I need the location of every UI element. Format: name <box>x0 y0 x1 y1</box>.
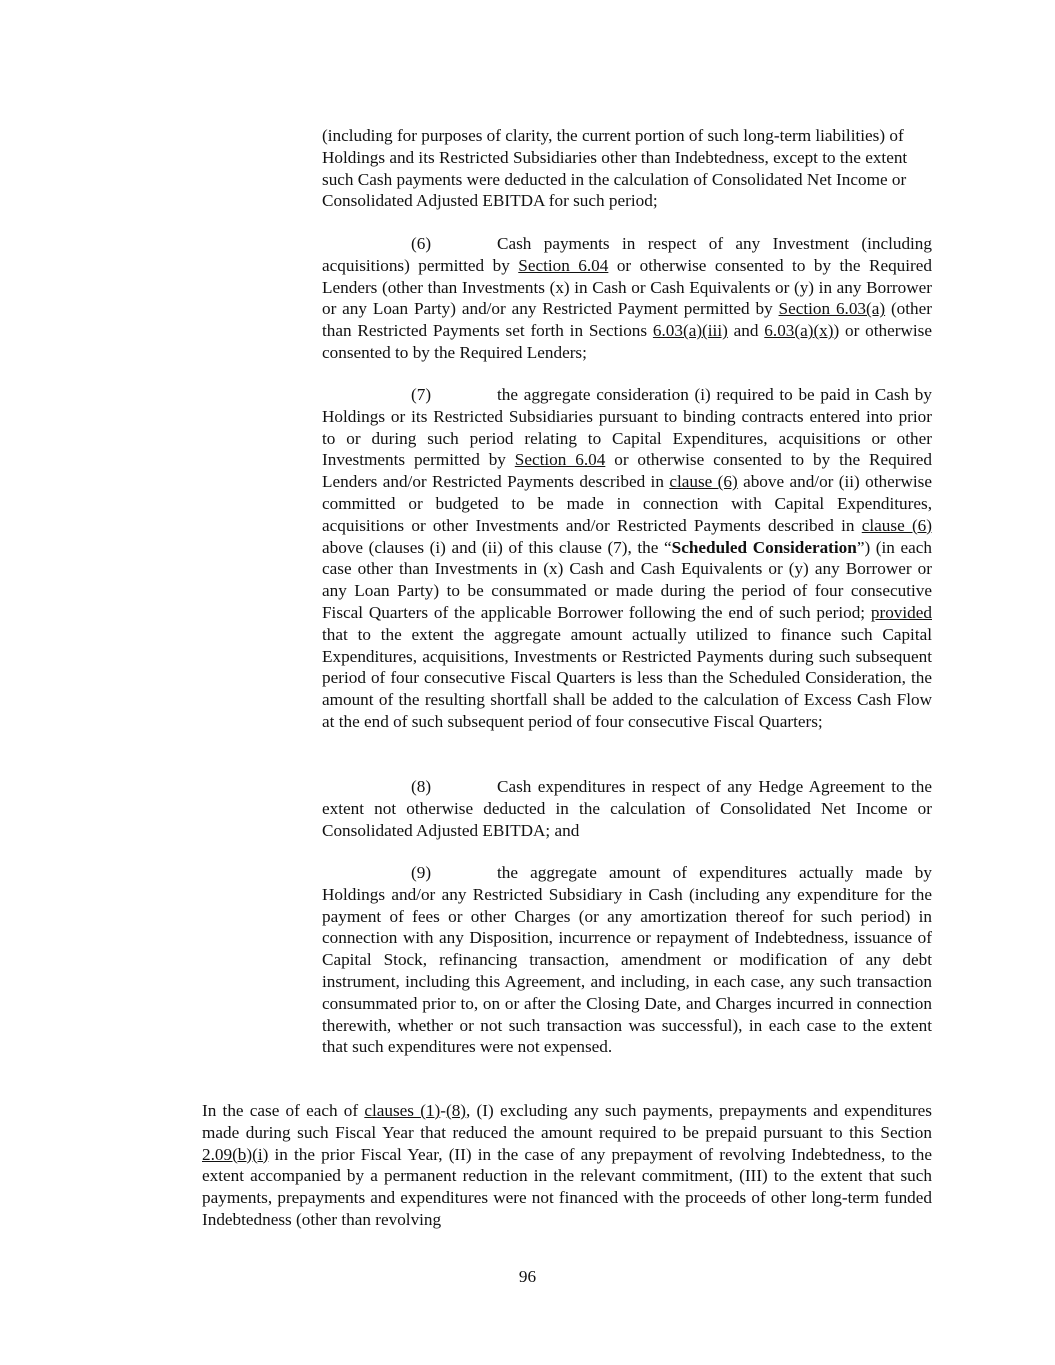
clause-number: (6) <box>411 234 432 253</box>
section-reference: Section 6.03(a) <box>778 299 886 319</box>
clause-reference: (8) <box>445 1101 467 1120</box>
clause-text: and <box>727 321 765 341</box>
clause-text: ”) (in each case other than Investments in (x) Cash and Cash Equivalents or (y) any Borrower or any Loan Party) to be consummated or made during the period of four consecutive Fiscal Quarters of the applicable Borrower following the end of such period; <box>322 537 932 622</box>
clause-text: above (clauses (i) and (ii) of this clause (7), the “ <box>322 537 672 557</box>
defined-term: Scheduled Consideration <box>671 537 857 557</box>
clause-text: Cash payments in respect of any Investment (including acquisitions) permitted by <box>322 234 932 275</box>
clause-7 <box>322 384 932 733</box>
clause-number: (9) <box>411 863 432 882</box>
paragraph-text: in the prior Fiscal Year, (II) in the case of any prepayment of revolving Indebtedness, to the extent accompanied by a permanent reduction in the relevant commitment, (III) to the extent that such payments, prepayments and expenditures were not financed with the proceeds of other long-term funded Indebtedness (other than revolving <box>202 1144 932 1229</box>
clause-text: or otherwise consented to by the Required Lenders (other than Investments (x) in Cash or Cash Equivalents or (y) in any Borrower or any Loan Party) and/or any Restricted Payment permitted by <box>322 255 932 319</box>
section-reference: 6.03(a)(iii) <box>652 321 728 341</box>
clause-number: (8) <box>411 777 432 796</box>
clause-text: the aggregate amount of expenditures actually made by Holdings and/or any Restricted Subsidiary in Cash (including any expenditure for the payment of fees or other Charges (or any amortization thereof for such period) in connection with any Disposition, incurrence or repayment of Indebtedness, issuance of Capital Stock, refinancing transaction, amendment or modification of any debt instrument, including this Agreement, and including, in each case, any such transaction consummated prior to, on or after the Closing Date, and Charges incurred in connection therewith, whether or not such transaction was successful), in each case to the extent that such expenditures were not expensed. <box>322 863 932 1057</box>
clause-text: Cash expenditures in respect of any Hedge Agreement to the extent not otherwise deducted in the calculation of Consolidated Net Income or Consolidated Adjusted EBITDA; and <box>322 777 932 840</box>
clause-text: (other than Restricted Payments set forth in Sections <box>322 299 932 341</box>
clause-6 <box>322 233 932 364</box>
clause-9 <box>322 862 932 1058</box>
clause-text: that to the extent the aggregate amount actually utilized to finance such Capital Expenditures, acquisitions, Investments or Restricted Payments during such subsequent period of four consecutive Fiscal Quarters is less than the Scheduled Consideration, the amount of the resulting shortfall shall be added to the calculation of Excess Cash Flow at the end of such subsequent period of four consecutive Fiscal Quarters; <box>322 624 932 731</box>
clause-text: ) or otherwise consented to by the Required Lenders; <box>322 321 932 362</box>
clause-8 <box>322 776 932 841</box>
section-reference: 2.09(b)(i) <box>202 1144 269 1164</box>
paragraph-text: - <box>440 1101 446 1120</box>
clause-text: the aggregate consideration (i) required to be paid in Cash by Holdings or its Restricted Subsidiaries pursuant to binding contracts entered into prior to or during such period relating to Capital Expenditures, acquisitions or other Investments permitted by <box>322 385 932 470</box>
paragraph-text: In the case of each of <box>202 1101 365 1120</box>
paragraph-text: , (I) excluding any such payments, prepayments and expenditures made during such Fiscal Year that reduced the amount required to be prepaid pursuant to this Section <box>202 1101 932 1142</box>
page-number: 96 <box>518 1267 537 1286</box>
clause-text: or otherwise consented to by the Required Lenders and/or Restricted Payments described in <box>322 450 932 492</box>
clause-reference: clauses (1) <box>364 1101 441 1120</box>
clause-reference: clause (6) <box>669 472 738 492</box>
proviso-term: provided <box>870 602 932 622</box>
paragraph-continuation: (including for purposes of clarity, the current portion of such long-term liabilities) of Holdings and its Restricted Subsidiaries other than Indebtedness, except to the extent such Cash payments were deducted in the calculation of Consolidated Net Income or Consolidated Adjusted EBITDA for such period; <box>322 126 908 211</box>
section-reference: 6.03(a)(x) <box>764 321 834 341</box>
clause-text: above and/or (ii) otherwise committed or budgeted to be made in connection with Capital Expenditures, acquisitions or other Investments and/or Restricted Payments described in <box>322 472 932 535</box>
section-reference: Section 6.04 <box>514 450 606 470</box>
section-reference: Section 6.04 <box>518 255 609 275</box>
closing-paragraph <box>202 1100 932 1231</box>
clause-number: (7) <box>411 385 432 404</box>
clause-reference: clause (6) <box>861 515 932 535</box>
